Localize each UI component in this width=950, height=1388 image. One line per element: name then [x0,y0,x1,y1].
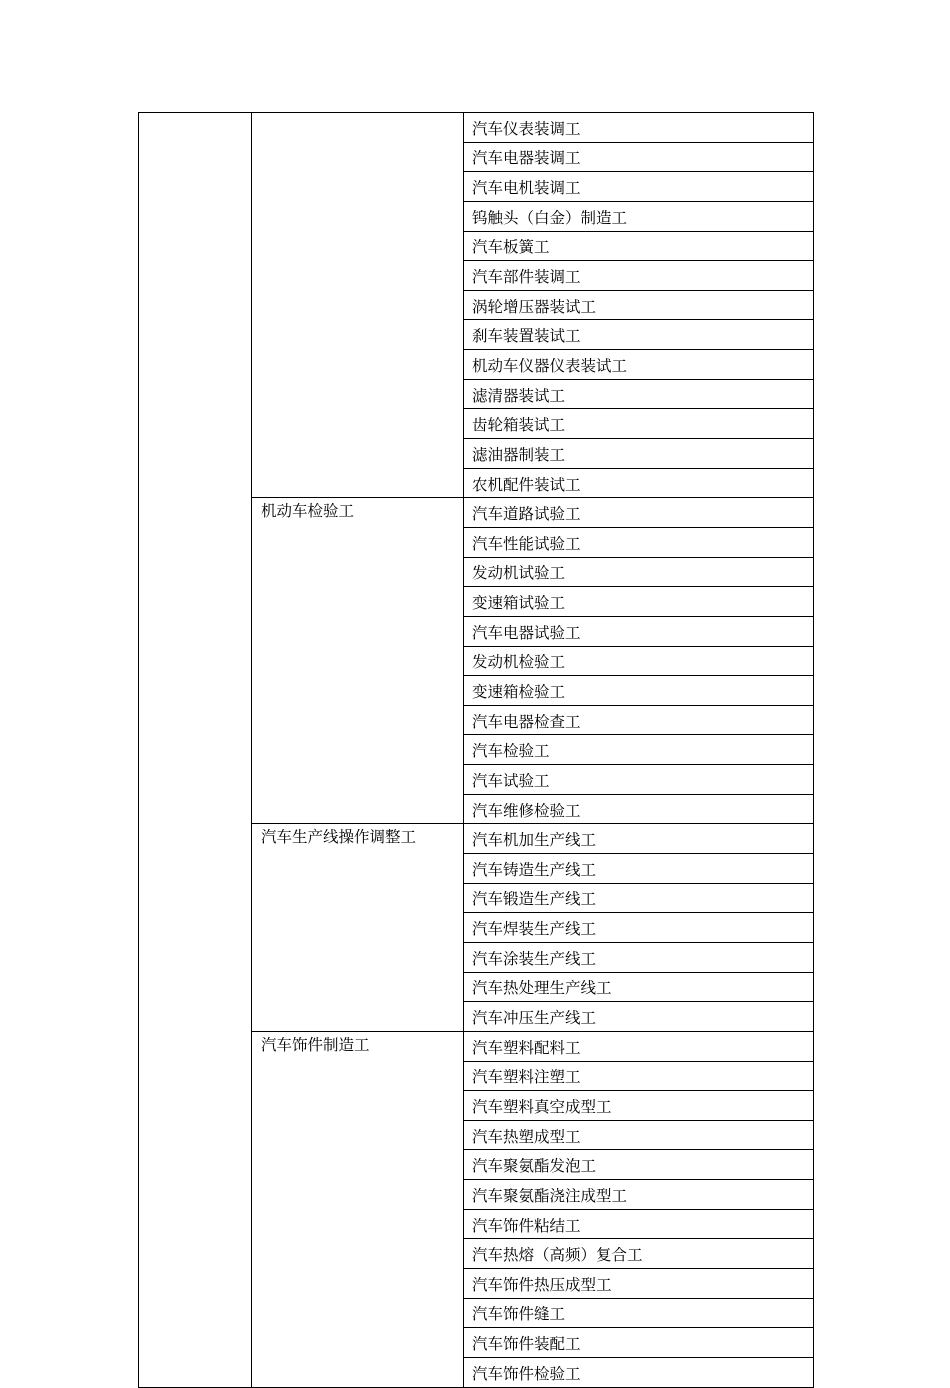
subcategory-cell: 汽车饰件制造工 [252,1031,464,1387]
subcategory-cell: 机动车检验工 [252,498,464,824]
occupation-cell: 汽车塑料注塑工 [464,1061,814,1091]
occupation-cell: 汽车试验工 [464,765,814,795]
occupation-cell: 农机配件装试工 [464,468,814,498]
occupation-cell: 汽车热处理生产线工 [464,972,814,1002]
subcategory-cell: 汽车生产线操作调整工 [252,824,464,1031]
occupation-table [138,112,814,1388]
table-body [139,113,814,1388]
occupation-cell: 发动机检验工 [464,646,814,676]
occupation-cell: 汽车部件装调工 [464,261,814,291]
occupation-cell: 汽车塑料配料工 [464,1031,814,1061]
table-row [139,113,814,143]
occupation-cell: 汽车检验工 [464,735,814,765]
occupation-cell: 汽车性能试验工 [464,527,814,557]
occupation-cell: 汽车饰件缝工 [464,1298,814,1328]
occupation-cell: 机动车仪器仪表装试工 [464,350,814,380]
occupation-cell: 汽车聚氨酯发泡工 [464,1150,814,1180]
occupation-cell: 汽车仪表装调工 [464,113,814,143]
occupation-cell: 汽车饰件粘结工 [464,1209,814,1239]
occupation-cell: 汽车焊装生产线工 [464,913,814,943]
occupation-cell: 汽车铸造生产线工 [464,854,814,884]
category-cell [139,113,252,1388]
occupation-cell: 汽车热熔（高频）复合工 [464,1239,814,1269]
occupation-cell: 汽车冲压生产线工 [464,1002,814,1032]
occupation-cell: 汽车聚氨酯浇注成型工 [464,1180,814,1210]
occupation-cell: 汽车饰件检验工 [464,1357,814,1387]
occupation-cell: 汽车电器试验工 [464,616,814,646]
occupation-cell: 汽车电器检查工 [464,705,814,735]
occupation-cell: 发动机试验工 [464,557,814,587]
occupation-cell: 汽车维修检验工 [464,794,814,824]
occupation-cell: 汽车电器装调工 [464,142,814,172]
occupation-cell: 变速箱检验工 [464,676,814,706]
occupation-cell: 汽车板簧工 [464,231,814,261]
occupation-cell: 变速箱试验工 [464,587,814,617]
occupation-cell: 汽车饰件热压成型工 [464,1268,814,1298]
occupation-cell: 汽车塑料真空成型工 [464,1091,814,1121]
occupation-cell: 钨触头（白金）制造工 [464,201,814,231]
occupation-cell: 齿轮箱装试工 [464,409,814,439]
occupation-cell: 汽车锻造生产线工 [464,883,814,913]
occupation-cell: 汽车机加生产线工 [464,824,814,854]
subcategory-cell [252,113,464,498]
occupation-cell: 汽车道路试验工 [464,498,814,528]
occupation-cell: 汽车热塑成型工 [464,1120,814,1150]
occupation-cell: 涡轮增压器装试工 [464,290,814,320]
occupation-cell: 滤清器装试工 [464,379,814,409]
occupation-cell: 滤油器制装工 [464,439,814,469]
occupation-cell: 汽车饰件装配工 [464,1328,814,1358]
occupation-cell: 汽车电机装调工 [464,172,814,202]
occupation-cell: 汽车涂装生产线工 [464,942,814,972]
occupation-cell: 刹车装置装试工 [464,320,814,350]
